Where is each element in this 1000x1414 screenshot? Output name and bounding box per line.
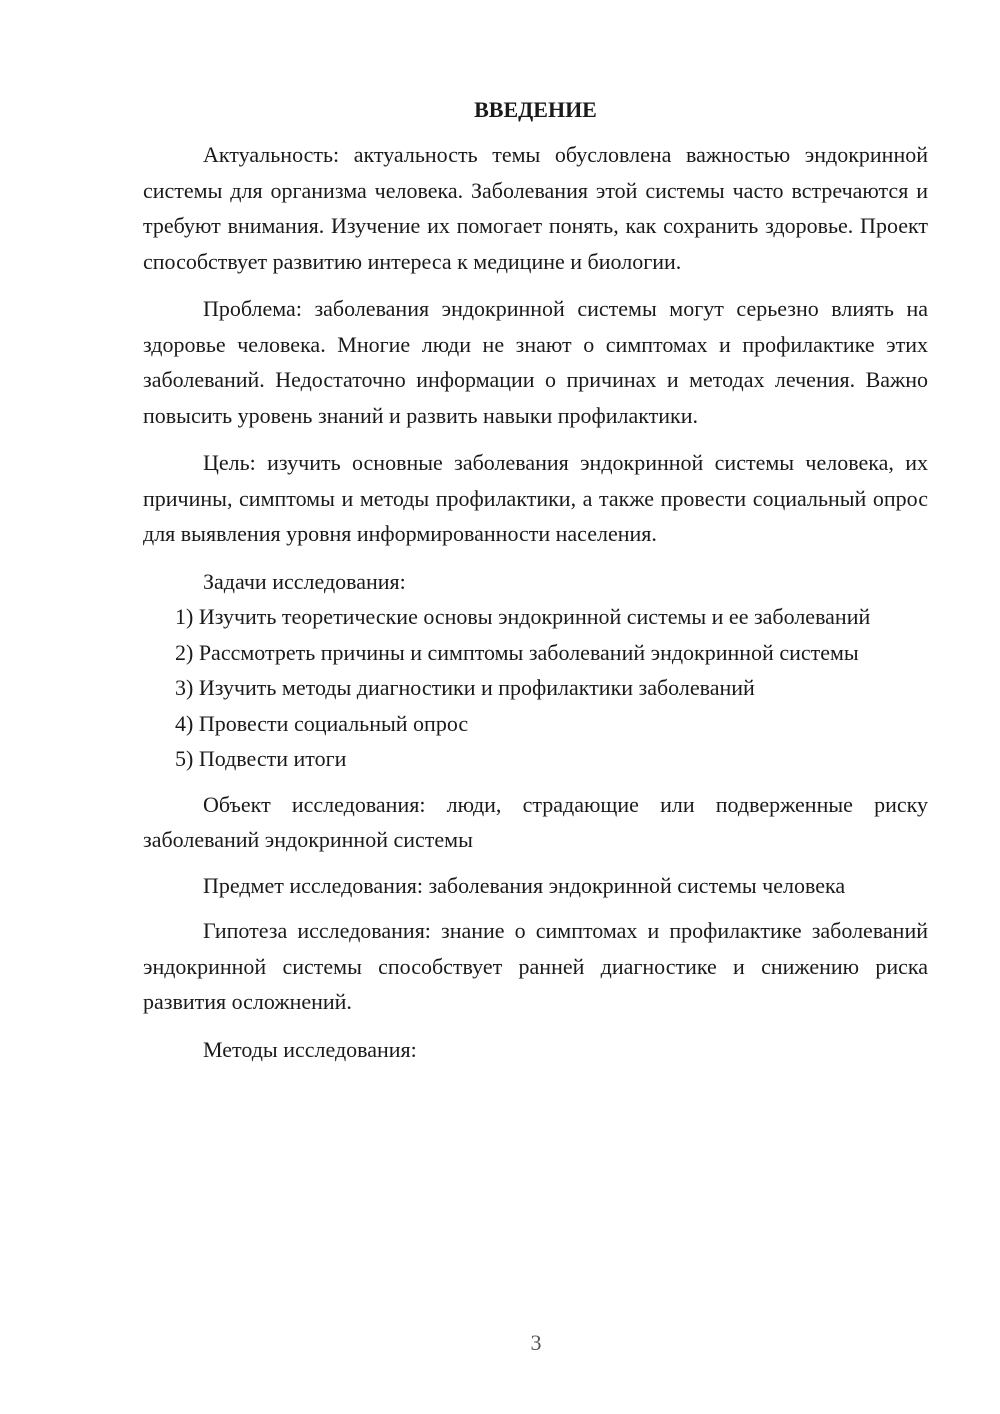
task-item: 2) Рассмотреть причины и симптомы заболеваний эндокринной системы [175, 639, 859, 665]
object-paragraph: Объект исследования: люди, страдающие или подверженные риску заболеваний эндокринной системы [143, 791, 928, 852]
subject-paragraph: Предмет исследования: заболевания эндокринной системы человека [203, 872, 846, 898]
section-title: ВВЕДЕНИЕ [474, 97, 597, 122]
task-item: 5) Подвести итоги [175, 746, 347, 771]
hypothesis-paragraph: Гипотеза исследования: знание о симптомах и профилактике заболеваний эндокринной системы способствует ранней диагностике и снижению риска развития осложнений. [143, 918, 928, 1014]
tasks-heading: Задачи исследования: [203, 568, 406, 594]
goal-paragraph: Цель: изучить основные заболевания эндокринной системы человека, их причины, симптомы и методы профилактики, а также провести социальный опрос для выявления уровня информированности населения. [143, 450, 928, 546]
page-content [143, 92, 928, 1067]
methods-heading: Методы исследования: [203, 1036, 417, 1062]
relevance-paragraph: Актуальность: актуальность темы обусловлена важностью эндокринной системы для организма человека. Заболевания этой системы часто встречаются и требуют внимания. Изучение их помогает понять, как сохранить здоровье. Проект способствует развитию интереса к медицине и биологии. [143, 142, 928, 274]
task-item: 3) Изучить методы диагностики и профилактики заболеваний [175, 675, 755, 700]
page-number: 3 [530, 1330, 542, 1355]
task-item: 1) Изучить теоретические основы эндокринной системы и ее заболеваний [175, 604, 871, 629]
task-item: 4) Провести социальный опрос [175, 710, 469, 736]
problem-paragraph: Проблема: заболевания эндокринной системы могут серьезно влиять на здоровье человека. Многие люди не знают о симптомах и профилактике этих заболеваний. Недостаточно информации о причинах и методах лечения. Важно повысить уровень знаний и развить навыки профилактики. [143, 296, 928, 428]
